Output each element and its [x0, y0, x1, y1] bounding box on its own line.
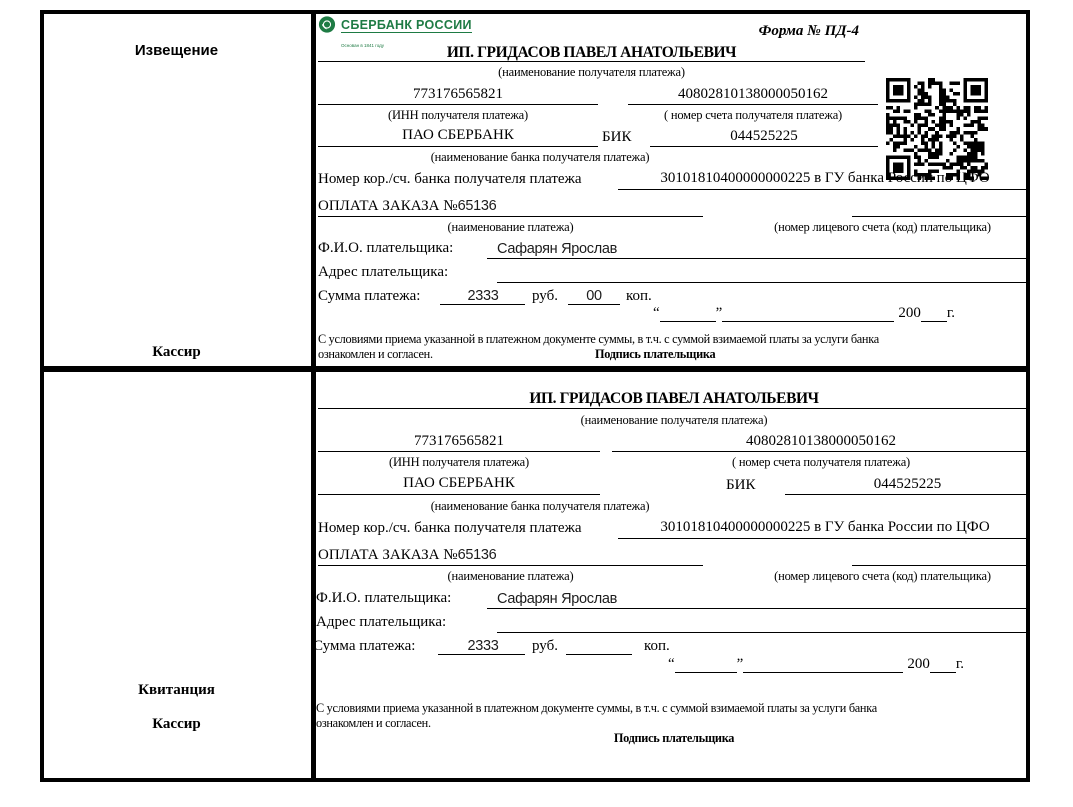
- recipient-name: ИП. ГРИДАСОВ ПАВЕЛ АНАТОЛЬЕВИЧ: [446, 44, 737, 61]
- inn-value: 773176565821: [413, 86, 503, 102]
- sberbank-logo-icon: [318, 16, 336, 38]
- signature-label: Подпись плательщика: [595, 347, 716, 361]
- bik-value: 044525225: [873, 476, 942, 492]
- inn-label: (ИНН получателя платежа): [389, 455, 529, 469]
- signature-label: Подпись плательщика: [613, 731, 735, 745]
- bik-value: 044525225: [730, 128, 798, 144]
- rub-label: руб.: [532, 638, 558, 654]
- quote-open: “: [668, 656, 675, 672]
- payment-name: [318, 547, 496, 564]
- corr-underline: [618, 189, 1030, 190]
- section-divider: [40, 366, 1030, 372]
- account-label: ( номер счета получателя платежа): [663, 108, 843, 122]
- date-day-underline: [675, 657, 737, 673]
- corr-value: 30101810400000000225 в ГУ банка России по ЦФО: [660, 170, 990, 186]
- bank-underline: [318, 494, 600, 495]
- bank-label: (наименование банка получателя платежа): [430, 499, 650, 513]
- bik-underline: [785, 494, 1030, 495]
- sum-value: 2333: [467, 288, 499, 304]
- recipient-name: ИП. ГРИДАСОВ ПАВЕЛ АНАТОЛЬЕВИЧ: [529, 390, 819, 407]
- date-month-underline: [743, 657, 903, 673]
- payer-label: Ф.И.О. плательщика:: [318, 240, 454, 256]
- rub-label: руб.: [532, 288, 558, 304]
- bank-label: (наименование банка получателя платежа): [430, 150, 650, 164]
- bank-name: ПАО СБЕРБАНК: [402, 127, 514, 143]
- section1-title: Извещение: [134, 42, 219, 59]
- sum-label: Сумма платежа:: [313, 638, 416, 654]
- inn-value: 773176565821: [414, 433, 504, 449]
- qr-code: [886, 77, 988, 181]
- inn-underline: [318, 104, 598, 105]
- sum-label: Сумма платежа:: [318, 288, 421, 304]
- quote-close: ”: [715, 305, 723, 321]
- address-label: Адрес плательщика:: [316, 614, 447, 630]
- agreement-line2: ознакомлен и согласен.: [318, 347, 433, 361]
- year-underline: [921, 306, 947, 322]
- date-month-underline: [722, 306, 894, 322]
- address-underline: [497, 632, 1030, 633]
- account-value: 40802810138000050162: [746, 433, 896, 449]
- bik-label: БИК: [726, 477, 756, 493]
- year-prefix: 200: [898, 305, 921, 321]
- year-suffix: г.: [955, 656, 965, 672]
- payment-underline: [318, 565, 703, 566]
- sberbank-logo-text: СБЕРБАНК РОССИИ: [341, 18, 472, 32]
- payer-label: Ф.И.О. плательщика:: [316, 590, 452, 606]
- kop-underline: [566, 654, 632, 655]
- inn-label: (ИНН получателя платежа): [388, 108, 528, 122]
- kop-underline: [568, 304, 620, 305]
- section2-cashier-label: Кассир: [152, 716, 201, 732]
- account-label: ( номер счета получателя платежа): [731, 455, 911, 469]
- address-label: Адрес плательщика:: [318, 264, 449, 280]
- quote-open: “: [653, 305, 660, 321]
- address-underline: [497, 282, 1030, 283]
- section1-cashier-label: Кассир: [152, 344, 201, 360]
- bik-label: БИК: [602, 129, 632, 145]
- personal-account-label: (номер лицевого счета (код) плательщика): [774, 220, 991, 234]
- date-day-underline: [660, 306, 716, 322]
- payer-value: Сафарян Ярослав: [497, 241, 618, 257]
- agreement-line1: С условиями приема указанной в платежном документе суммы, в т.ч. с суммой взимаемой платы за услуги банка: [316, 701, 877, 715]
- year-underline: [930, 657, 956, 673]
- section2-title: Квитанция: [138, 682, 215, 698]
- sum-underline: [438, 654, 525, 655]
- personal-account-underline: [852, 565, 1030, 566]
- date-line: [668, 656, 964, 673]
- recipient-underline: [318, 61, 865, 62]
- recipient-underline: [318, 408, 1030, 409]
- quote-close: ”: [736, 656, 744, 672]
- order-number: 65136: [457, 547, 497, 563]
- payer-underline: [487, 608, 1030, 609]
- sberbank-logo-subtext: Основан в 1841 году: [341, 43, 385, 48]
- kop-label: коп.: [644, 638, 670, 654]
- agreement-line2: ознакомлен и согласен.: [316, 716, 431, 730]
- corr-label: Номер кор./сч. банка получателя платежа: [318, 520, 582, 536]
- corr-underline: [618, 538, 1030, 539]
- agreement-line1: С условиями приема указанной в платежном документе суммы, в т.ч. с суммой взимаемой платы за услуги банка: [318, 332, 879, 346]
- inn-underline: [318, 451, 600, 452]
- date-line: [653, 305, 955, 322]
- payment-label: (наименование платежа): [447, 220, 574, 234]
- sum-underline: [440, 304, 525, 305]
- year-suffix: г.: [946, 305, 956, 321]
- payment-label: (наименование платежа): [447, 569, 574, 583]
- recipient-label: (наименование получателя платежа): [498, 65, 685, 79]
- account-value: 40802810138000050162: [678, 86, 828, 102]
- sum-value: 2333: [467, 638, 499, 654]
- year-prefix: 200: [907, 656, 930, 672]
- bank-name: ПАО СБЕРБАНК: [403, 475, 515, 491]
- left-column-divider: [311, 10, 316, 782]
- account-underline: [612, 451, 1030, 452]
- personal-account-label: (номер лицевого счета (код) плательщика): [774, 569, 991, 583]
- payment-underline: [318, 216, 703, 217]
- payer-underline: [487, 258, 1030, 259]
- recipient-label: (наименование получателя платежа): [580, 413, 768, 427]
- corr-value: 30101810400000000225 в ГУ банка России по ЦФО: [660, 519, 990, 535]
- payment-prefix: ОПЛАТА ЗАКАЗА №: [318, 547, 458, 563]
- form-number: Форма № ПД-4: [758, 23, 859, 39]
- kop-value: 00: [586, 288, 602, 304]
- bik-underline: [650, 146, 878, 147]
- payer-value: Сафарян Ярослав: [497, 591, 618, 607]
- kop-label: коп.: [626, 288, 652, 304]
- corr-label: Номер кор./сч. банка получателя платежа: [318, 171, 582, 187]
- payment-prefix: ОПЛАТА ЗАКАЗА №: [318, 198, 458, 214]
- personal-account-underline: [852, 216, 1030, 217]
- order-number: 65136: [457, 198, 497, 214]
- payment-name: [318, 198, 496, 215]
- bank-underline: [318, 146, 598, 147]
- account-underline: [628, 104, 878, 105]
